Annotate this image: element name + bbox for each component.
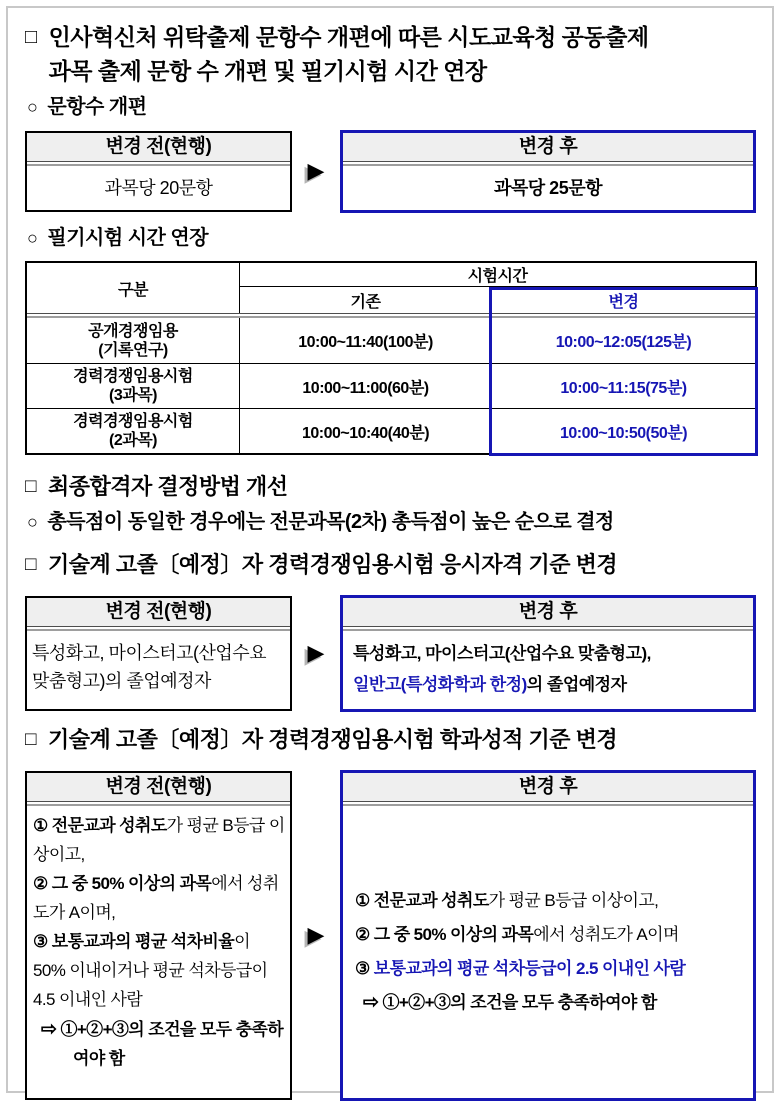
row-name-line2: (기록연구) [98, 341, 168, 359]
table-row-open-competition-name [27, 318, 239, 363]
document-page [6, 6, 774, 1093]
criteria-rest-text: 가 평균 B등급 이상이고, [33, 816, 285, 864]
before-header: 변경 전(현행) [27, 773, 290, 801]
circle-bullet-icon: ○ [27, 512, 38, 532]
after-body-line1: 특성화고, 마이스터고(산업수요 맞춤형고), [353, 644, 651, 663]
before-box-grades [25, 771, 292, 1100]
square-bullet-icon: □ [25, 554, 36, 575]
heading-grade-criteria-change-label: 기술계 고졸〔예정〕자 경력경쟁임용시험 학과성적 기준 변경 [47, 727, 618, 752]
circled-number: ② [355, 925, 370, 944]
row-name-line1: 경력경쟁임용시험 [73, 413, 193, 430]
change-arrow-cell [292, 924, 340, 947]
table-row-open-competition-new: 10:00~12:05(125분) [491, 318, 755, 363]
after-box-eligibility [340, 595, 756, 712]
table-header-new: 변경 [491, 287, 755, 313]
square-bullet-icon: □ [25, 476, 36, 497]
square-bullet-icon: □ [25, 26, 37, 48]
criteria-bold-text-highlighted: 보통교과의 평균 석차등급이 2.5 이내인 사람 [373, 959, 686, 978]
row-name-line2: (3과목) [109, 387, 157, 404]
hollow-arrow-icon: ⇨ [41, 1019, 57, 1040]
after-body [343, 631, 753, 709]
table-row-career2-new: 10:00~10:50(50분) [491, 408, 755, 453]
criteria-item-1 [33, 811, 285, 869]
criteria-item-3 [355, 952, 747, 986]
after-header: 변경 후 [343, 133, 753, 161]
square-bullet-icon: □ [25, 729, 36, 750]
row-name-line2: (2과목) [109, 432, 157, 449]
heading-eligibility-change [25, 549, 756, 581]
circle-bullet-icon: ○ [27, 228, 38, 248]
criteria-bold-text: 전문교과 성취도 [51, 816, 167, 835]
main-heading [25, 20, 756, 88]
after-body [343, 806, 753, 1098]
subheading-total-score-rule [27, 507, 756, 537]
criteria-rest-text: 이 50% 이내이거나 평균 석차등급이 4.5 이내인 사람 [33, 932, 268, 1009]
grade-criteria-comparison [25, 770, 756, 1101]
before-header: 변경 전(현행) [27, 133, 290, 161]
highlighted-school-type: 일반고(특성화학과 한정) [353, 675, 527, 694]
after-body-line2 [353, 669, 747, 700]
criteria-bold-text: 그 중 50% 이상의 과목 [51, 874, 212, 893]
before-header: 변경 전(현행) [27, 598, 290, 626]
table-row-career2-name [27, 408, 239, 453]
heading-grade-criteria-change [25, 724, 756, 756]
criteria-bold-text: 전문교과 성취도 [373, 891, 489, 910]
criteria-rest-text: 에서 성취도가 A이며, [33, 874, 279, 922]
main-heading-line2: 과목 출제 문항 수 개편 및 필기시험 시간 연장 [48, 58, 487, 84]
change-arrow-cell [292, 642, 340, 665]
subheading-time-extension-label: 필기시험 시간 연장 [47, 227, 209, 249]
circled-number: ③ [355, 959, 370, 978]
circled-number: ① [33, 816, 48, 835]
right-arrow-icon: ▶ [307, 640, 325, 665]
after-body-line2-rest: 의 졸업예정자 [526, 675, 627, 694]
subheading-total-score-rule-label: 총득점이 동일한 경우에는 전문과목(2차) 총득점이 높은 순으로 결정 [47, 511, 614, 533]
table-header-category: 구분 [118, 281, 148, 299]
table-row-career3-name [27, 363, 239, 408]
main-heading-line1: 인사혁신처 위탁출제 문항수 개편에 따른 시도교육청 공동출제 [48, 24, 649, 50]
table-row-career3-old: 10:00~11:00(60분) [239, 363, 491, 408]
after-header: 변경 후 [343, 773, 753, 801]
after-box-question-count [340, 130, 756, 213]
hollow-arrow-icon: ⇨ [363, 992, 379, 1013]
before-body: 과목당 20문항 [104, 178, 213, 198]
exam-time-table [25, 261, 757, 455]
change-arrow-cell [292, 160, 340, 183]
criteria-bold-text: 그 중 50% 이상의 과목 [373, 925, 534, 944]
table-row-career2-old: 10:00~10:40(40분) [239, 408, 491, 453]
before-box-question-count [25, 131, 292, 212]
criteria-item-1 [355, 884, 747, 918]
circle-bullet-icon: ○ [27, 97, 38, 117]
criteria-rest-text: 에서 성취도가 A이며 [533, 925, 679, 944]
criteria-conclusion [33, 1015, 285, 1073]
criteria-bold-text: 보통교과의 평균 석차비율 [51, 932, 235, 951]
criteria-conclusion-text: ①+②+③의 조건을 모두 충족하여야 함 [60, 1020, 284, 1068]
before-box-eligibility [25, 596, 292, 711]
before-body: 특성화고, 마이스터고(산업수요 맞춤형고)의 졸업예정자 [32, 643, 267, 691]
criteria-conclusion-text: ①+②+③의 조건을 모두 충족하여야 함 [382, 993, 657, 1012]
heading-final-pass-decision [25, 471, 756, 503]
after-header: 변경 후 [343, 598, 753, 626]
heading-final-pass-decision-label: 최종합격자 결정방법 개선 [47, 474, 288, 499]
criteria-item-2 [355, 918, 747, 952]
row-name-line1: 공개경쟁임용 [88, 322, 178, 340]
criteria-item-2 [33, 869, 285, 927]
table-header-exam-time: 시험시간 [239, 263, 755, 287]
criteria-item-3 [33, 927, 285, 1014]
heading-eligibility-change-label: 기술계 고졸〔예정〕자 경력경쟁임용시험 응시자격 기준 변경 [47, 552, 618, 577]
eligibility-comparison [25, 595, 756, 712]
after-box-grades [340, 770, 756, 1101]
table-header-old: 기존 [239, 287, 491, 313]
criteria-conclusion [355, 986, 747, 1020]
circled-number: ② [33, 874, 48, 893]
table-row-career3-new: 10:00~11:15(75분) [491, 363, 755, 408]
row-name-line1: 경력경쟁임용시험 [73, 368, 193, 385]
subheading-question-count [27, 92, 756, 122]
table-row-open-competition-old: 10:00~11:40(100분) [239, 318, 491, 363]
subheading-question-count-label: 문항수 개편 [47, 96, 147, 118]
after-body: 과목당 25문항 [494, 178, 602, 198]
subheading-time-extension [27, 223, 756, 253]
right-arrow-icon: ▶ [307, 922, 325, 947]
criteria-rest-text: 가 평균 B등급 이상이고, [488, 891, 659, 910]
circled-number: ① [355, 891, 370, 910]
question-count-comparison [25, 130, 756, 213]
right-arrow-icon: ▶ [307, 158, 325, 183]
circled-number: ③ [33, 932, 48, 951]
before-body [27, 806, 290, 1098]
